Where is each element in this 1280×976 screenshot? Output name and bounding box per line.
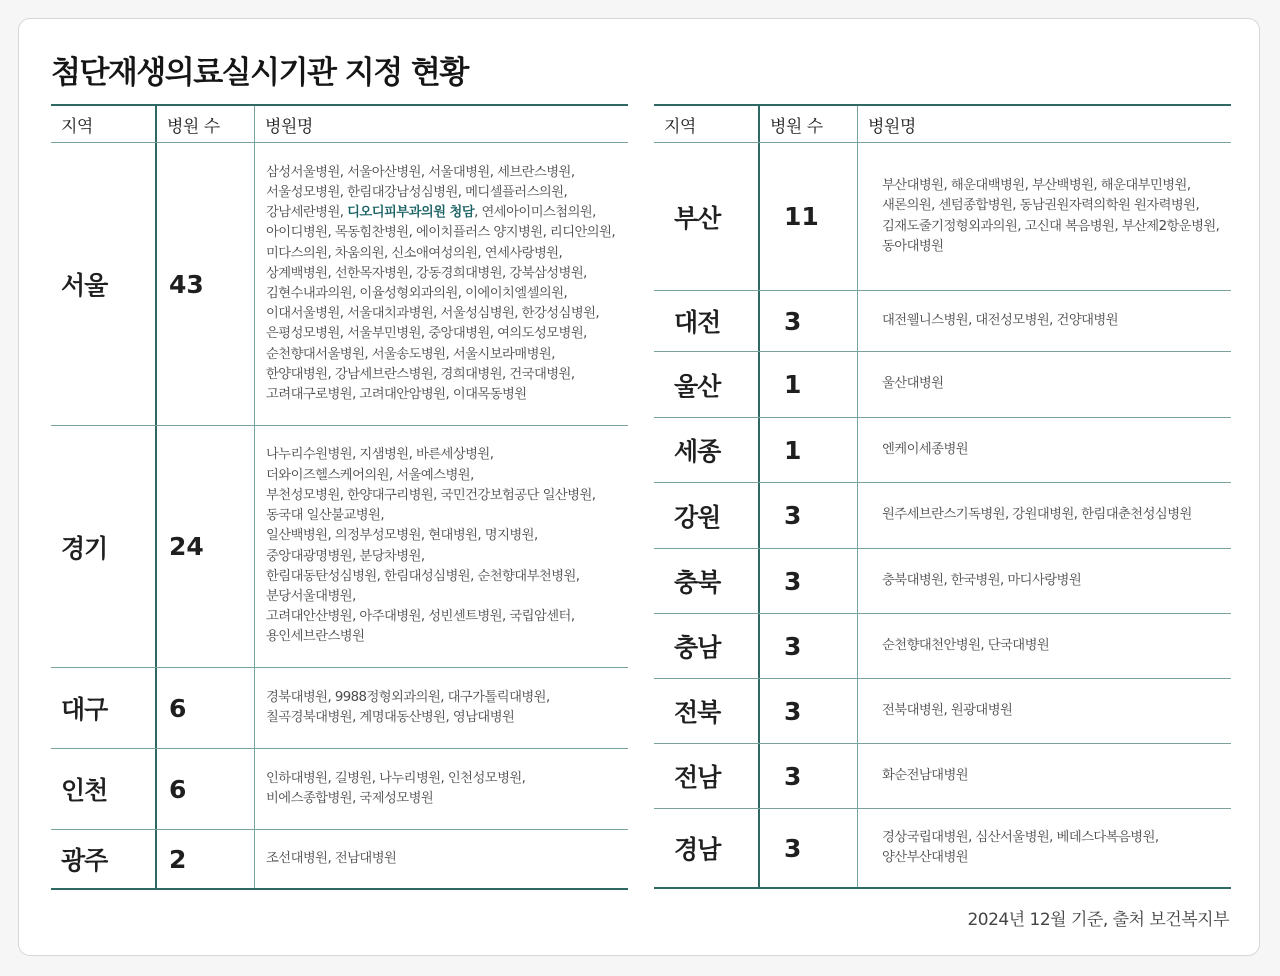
page-title: 첨단재생의료실시기관 지정 현황 bbox=[51, 55, 468, 91]
region-cell: 서울 bbox=[51, 143, 157, 425]
region-cell: 전북 bbox=[654, 679, 760, 743]
table-row bbox=[51, 143, 628, 425]
count-cell: 3 bbox=[760, 809, 858, 887]
left-table bbox=[51, 104, 628, 890]
count-cell: 3 bbox=[760, 291, 858, 351]
hospital-names-cell bbox=[255, 426, 628, 667]
hospital-names-cell: 울산대병원 bbox=[882, 376, 944, 392]
count-cell: 6 bbox=[157, 668, 255, 748]
source-note: 2024년 12월 기준, 출처 보건복지부 bbox=[967, 910, 1229, 930]
hospital-names-line: 부천성모병원, 한양대구리병원, 국민건강보험공단 일산병원, 동국대 일산불교병원, bbox=[266, 487, 596, 524]
hospital-names-cell: 전북대병원, 원광대병원 bbox=[882, 702, 1013, 718]
count-cell: 3 bbox=[760, 614, 858, 678]
count-cell: 1 bbox=[760, 418, 858, 482]
table-row bbox=[654, 743, 1231, 808]
header-count: 병원 수 bbox=[157, 106, 255, 142]
region-cell: 인천 bbox=[51, 749, 157, 829]
count-cell: 2 bbox=[157, 830, 255, 888]
table-row bbox=[654, 417, 1231, 482]
hospital-names-cell bbox=[255, 143, 628, 425]
table-row bbox=[654, 808, 1231, 887]
table-row bbox=[51, 425, 628, 667]
region-cell: 경남 bbox=[654, 809, 760, 887]
hospital-names-cell: 충북대병원, 한국병원, 마디사랑병원 bbox=[882, 572, 1082, 588]
header-names: 병원명 bbox=[265, 116, 313, 137]
count-cell: 3 bbox=[760, 549, 858, 613]
count-cell: 3 bbox=[760, 483, 858, 548]
right-table bbox=[654, 104, 1231, 889]
table-row bbox=[51, 829, 628, 888]
table-row bbox=[654, 548, 1231, 613]
hospital-names-cell: 경상국립대병원, 심산서울병원, 베데스다복음병원, 양산부산대병원 bbox=[882, 829, 1159, 865]
table-row bbox=[654, 678, 1231, 743]
hospital-names-line: 나누리수원병원, 지샘병원, 바른세상병원, 더와이즈헬스케어의원, 서울예스병원, bbox=[266, 447, 494, 483]
region-cell: 대구 bbox=[51, 668, 157, 748]
table-row bbox=[654, 482, 1231, 548]
hospital-names-line: 한림대동탄성심병원, 한림대성심병원, 순천향대부천병원, 분당서울대병원, bbox=[266, 568, 580, 604]
hospital-names-cell: 화순전남대병원 bbox=[882, 767, 969, 783]
hospital-names-text: , 연세아이미스첨의원, 아이디병원, 목동힘찬병원, 에이치플러스 양지병원, 리디안의원, 미다스의원, 차움의원, 신소애여성의원, 연세사랑병원, 상계백병원, 선한목자병원, 강동경희대병원, 강북삼성병원, 김현수내과의원, 이율성형외과의원, 이에이치엘셀의원, 이대서울병원, 서울대치과병원, 서울성심병원, 한강성심병원, 은평성모병원, 서울부민병원, 중앙대병원, 여의도성모병원, 순천향대서울병원, 서울송도병원, 서울시보라매병원, 한양대병원, 강남세브란스병원, 경희대병원, 건국대병원, 고려대구로병원, 고려대안암병원, 이대목동병원 bbox=[266, 205, 616, 403]
region-cell: 충남 bbox=[654, 614, 760, 678]
count-cell: 43 bbox=[157, 143, 255, 425]
hospital-names-cell: 엔케이세종병원 bbox=[882, 441, 969, 457]
count-cell: 24 bbox=[157, 426, 255, 667]
count-cell: 6 bbox=[157, 749, 255, 829]
hospital-names-cell: 부산대병원, 해운대백병원, 부산백병원, 해운대부민병원, 새론의원, 센텀종합병원, 동남권원자력의학원 원자력병원, 김재도줄기정형외과의원, 고신대 복음병원, 부산제2항운병원, 동아대병원 bbox=[882, 178, 1220, 254]
hospital-names-cell: 순천향대천안병원, 단국대병원 bbox=[882, 637, 1050, 653]
region-cell: 부산 bbox=[654, 143, 760, 290]
region-cell: 광주 bbox=[51, 830, 157, 888]
header-region: 지역 bbox=[51, 106, 157, 142]
highlighted-hospital: 디오디피부과의원 청담 bbox=[347, 205, 475, 221]
region-cell: 대전 bbox=[654, 291, 760, 351]
region-cell: 울산 bbox=[654, 352, 760, 417]
count-cell: 3 bbox=[760, 679, 858, 743]
hospital-names-cell: 조선대병원, 전남대병원 bbox=[266, 850, 397, 866]
count-cell: 3 bbox=[760, 744, 858, 808]
count-cell: 11 bbox=[760, 143, 858, 290]
table-header bbox=[51, 106, 628, 143]
table-row bbox=[654, 290, 1231, 351]
hospital-names-cell: 대전웰니스병원, 대전성모병원, 건양대병원 bbox=[882, 312, 1119, 328]
table-row bbox=[654, 351, 1231, 417]
hospital-names-cell: 인하대병원, 길병원, 나누리병원, 인천성모병원, 비에스종합병원, 국제성모병원 bbox=[266, 770, 526, 806]
hospital-names-cell: 원주세브란스기독병원, 강원대병원, 한림대춘천성심병원 bbox=[882, 507, 1192, 523]
hospital-names-cell: 경북대병원, 9988정형외과의원, 대구가톨릭대병원, 칠곡경북대병원, 계명대동산병원, 영남대병원 bbox=[266, 689, 550, 725]
region-cell: 세종 bbox=[654, 418, 760, 482]
header-names: 병원명 bbox=[868, 116, 916, 137]
table-row bbox=[51, 748, 628, 829]
region-cell: 충북 bbox=[654, 549, 760, 613]
region-cell: 경기 bbox=[51, 426, 157, 667]
hospital-names-text: 삼성서울병원, 서울아산병원, 서울대병원, 세브란스병원, 서울성모병원, 한림대강남성심병원, 메디셀플러스의원, 강남세란병원, bbox=[266, 164, 575, 221]
region-cell: 강원 bbox=[654, 483, 760, 548]
header-count: 병원 수 bbox=[760, 106, 858, 142]
hospital-names-line: 고려대안산병원, 아주대병원, 성빈센트병원, 국립암센터, 용인세브란스병원 bbox=[266, 609, 575, 645]
table-header bbox=[654, 106, 1231, 143]
header-region: 지역 bbox=[654, 106, 760, 142]
summary-card bbox=[18, 18, 1260, 956]
table-row bbox=[654, 613, 1231, 678]
table-row bbox=[654, 143, 1231, 290]
count-cell: 1 bbox=[760, 352, 858, 417]
table-row bbox=[51, 667, 628, 748]
region-cell: 전남 bbox=[654, 744, 760, 808]
hospital-names-line: 일산백병원, 의정부성모병원, 현대병원, 명지병원, 중앙대광명병원, 분당차병원, bbox=[266, 528, 538, 564]
